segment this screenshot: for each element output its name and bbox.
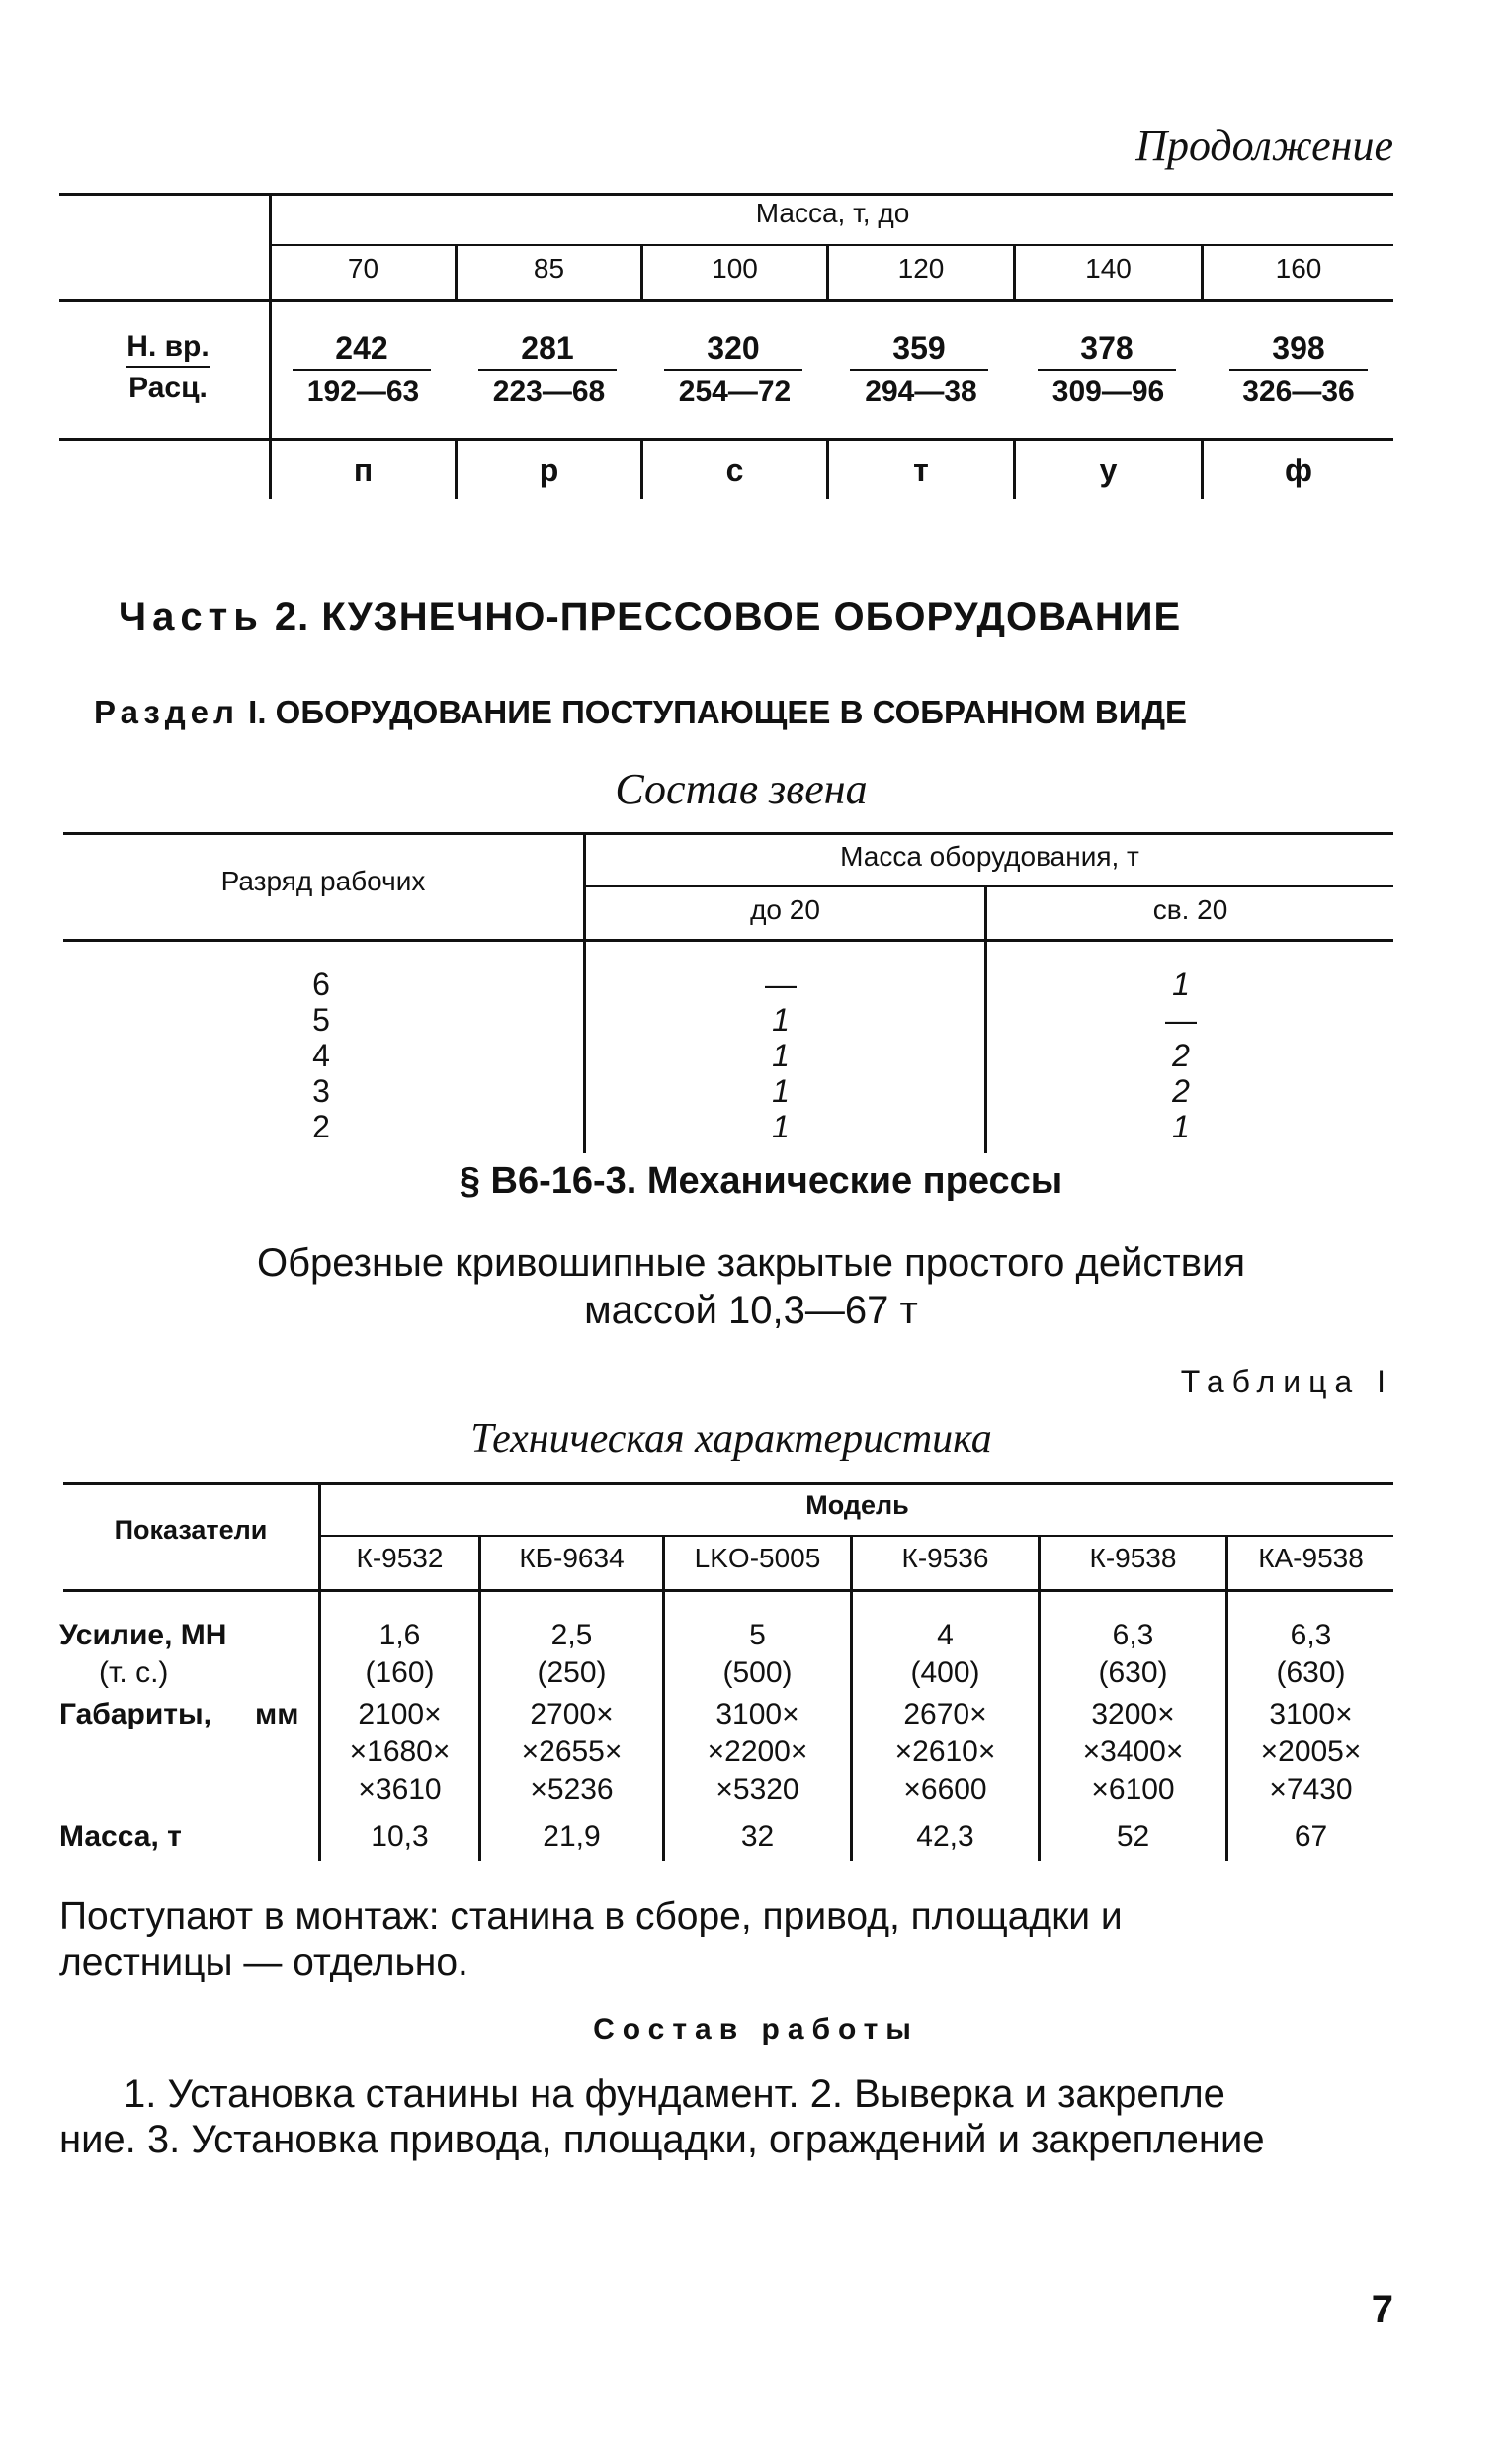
rate-value: 294—38	[865, 376, 977, 408]
force-value: 1,6	[378, 1619, 421, 1651]
norm-time-value: 378	[1038, 330, 1176, 371]
dims-value: ×6100	[1091, 1773, 1175, 1806]
norm-time-value: 359	[850, 330, 988, 371]
tech-title: Техническая характеристика	[470, 1416, 992, 1462]
crew-grade: 5	[312, 1002, 330, 1038]
work-line-1: 1. Установка станины на фундамент. 2. Выверка и закрепле	[124, 2072, 1225, 2116]
crew-count: 1	[772, 1038, 790, 1073]
dims-value: 2700×	[530, 1698, 614, 1730]
subtitle-line-1: Обрезные кривошипные закрытые простого действия	[257, 1241, 1245, 1285]
dims-value: ×2610×	[894, 1735, 996, 1768]
crew-title: Состав звена	[615, 765, 868, 813]
dims-value: ×5236	[530, 1773, 614, 1806]
crew-count: 1	[772, 1109, 790, 1144]
top-col-header: 85	[533, 253, 565, 284]
row-label-dims-unit: мм	[255, 1698, 299, 1730]
delivery-line-2: лестницы — отдельно.	[59, 1941, 468, 1983]
dims-value: ×3400×	[1082, 1735, 1184, 1768]
tech-group-header: Модель	[805, 1490, 909, 1520]
crew-subheader: св. 20	[1152, 894, 1228, 925]
dims-value: 3100×	[715, 1698, 799, 1730]
row-label-dims: Габариты,	[59, 1698, 211, 1730]
model-header: LKO-5005	[694, 1543, 821, 1573]
norm-time-value: 242	[293, 330, 431, 371]
rate-letter: т	[913, 453, 929, 488]
norm-time-value: 398	[1229, 330, 1368, 371]
crew-count: 1	[1172, 967, 1190, 1002]
mass-value: 67	[1294, 1820, 1328, 1853]
dims-value: ×6600	[903, 1773, 987, 1806]
section-prefix: Раздел	[94, 694, 239, 730]
rate-value: 254—72	[678, 376, 792, 408]
crew-grade: 4	[312, 1038, 330, 1073]
crew-count: 2	[1172, 1073, 1190, 1109]
norm-time-value: 320	[664, 330, 802, 371]
force-ts-value: (250)	[537, 1656, 607, 1689]
top-col-header: 100	[712, 253, 758, 284]
top-col-header: 70	[347, 253, 379, 284]
row-label-mass: Масса, т	[59, 1820, 182, 1853]
row-label-force: Усилие, МН	[59, 1619, 227, 1651]
force-ts-value: (630)	[1098, 1656, 1168, 1689]
rate-letter: р	[539, 453, 559, 488]
model-header: К-9538	[1089, 1543, 1177, 1573]
rate-letter: ф	[1285, 453, 1312, 488]
part-title: 2. КУЗНЕЧНО-ПРЕССОВОЕ ОБОРУДОВАНИЕ	[274, 595, 1182, 638]
force-value: 5	[749, 1619, 766, 1651]
dims-value: ×3610	[358, 1773, 442, 1806]
rate-value: 326—36	[1242, 376, 1355, 408]
dims-value: 3200×	[1091, 1698, 1175, 1730]
force-ts-value: (160)	[365, 1656, 435, 1689]
rate-letter: с	[725, 453, 744, 488]
crew-count: 1	[1172, 1109, 1190, 1144]
crew-grade: 2	[312, 1109, 330, 1144]
dims-value: ×1680×	[349, 1735, 451, 1768]
top-col-header: 160	[1275, 253, 1322, 284]
top-col-header: 140	[1085, 253, 1132, 284]
model-header: КА-9538	[1258, 1543, 1364, 1573]
mass-value: 10,3	[371, 1820, 429, 1853]
dims-value: 2100×	[358, 1698, 442, 1730]
force-ts-value: (500)	[722, 1656, 793, 1689]
crew-grade: 3	[312, 1073, 330, 1109]
mass-value: 42,3	[916, 1820, 974, 1853]
rate-letter: п	[353, 453, 374, 488]
crew-count: 2	[1172, 1038, 1190, 1073]
mass-value: 52	[1116, 1820, 1150, 1853]
row-label-norm-time: Н. вр.	[126, 330, 209, 368]
force-value: 2,5	[550, 1619, 593, 1651]
norm-time-value: 281	[478, 330, 617, 371]
row-label-rates: Расц.	[128, 372, 208, 404]
subtitle-line-2: массой 10,3—67 т	[584, 1289, 918, 1332]
crew-count: —	[765, 967, 797, 1002]
rate-value: 309—96	[1051, 376, 1165, 408]
dims-value: 2670×	[903, 1698, 987, 1730]
dims-value: ×2005×	[1260, 1735, 1362, 1768]
page-number: 7	[1371, 2288, 1393, 2331]
force-ts-value: (400)	[910, 1656, 980, 1689]
model-header: К-9532	[356, 1543, 444, 1573]
model-header: К-9536	[901, 1543, 989, 1573]
rate-value: 192—63	[306, 376, 420, 408]
part-heading	[119, 595, 1403, 639]
rate-letter: у	[1099, 453, 1118, 488]
part-prefix: Часть	[119, 595, 264, 638]
force-value: 6,3	[1290, 1619, 1332, 1651]
model-header: КБ-9634	[519, 1543, 625, 1573]
work-title: Состав работы	[593, 2013, 919, 2046]
section-heading	[94, 694, 1418, 731]
dims-value: 3100×	[1269, 1698, 1353, 1730]
rate-value: 223—68	[492, 376, 606, 408]
top-col-header: 120	[897, 253, 945, 284]
dims-value: ×5320	[715, 1773, 799, 1806]
crew-count: 1	[772, 1073, 790, 1109]
crew-grade: 6	[312, 967, 330, 1002]
top-table-group-header: Масса, т, до	[755, 198, 910, 228]
dims-value: ×2655×	[521, 1735, 623, 1768]
force-ts-value: (630)	[1276, 1656, 1346, 1689]
row-label-force-unit: (т. с.)	[99, 1656, 169, 1689]
mass-value: 32	[740, 1820, 775, 1853]
paragraph-heading: § В6-16-3. Механические прессы	[459, 1160, 1063, 1202]
crew-group-header: Масса оборудования, т	[840, 841, 1139, 872]
crew-count: —	[1165, 1002, 1197, 1038]
crew-count: 1	[772, 1002, 790, 1038]
table-label: Таблица I	[1180, 1364, 1393, 1399]
tech-col1-header: Показатели	[114, 1515, 268, 1545]
continuation-label: Продолжение	[1135, 122, 1393, 170]
dims-value: ×7430	[1269, 1773, 1353, 1806]
crew-subheader: до 20	[750, 894, 820, 925]
section-title: I. ОБОРУДОВАНИЕ ПОСТУПАЮЩЕЕ В СОБРАННОМ ВИДЕ	[248, 694, 1187, 730]
delivery-line-1: Поступают в монтаж: станина в сборе, привод, площадки и	[59, 1895, 1123, 1938]
crew-col1-header: Разряд рабочих	[220, 866, 426, 896]
mass-value: 21,9	[543, 1820, 601, 1853]
force-value: 6,3	[1112, 1619, 1154, 1651]
dims-value: ×2200×	[707, 1735, 808, 1768]
work-line-2: ние. 3. Установка привода, площадки, ограждений и закрепление	[59, 2118, 1265, 2161]
force-value: 4	[937, 1619, 954, 1651]
